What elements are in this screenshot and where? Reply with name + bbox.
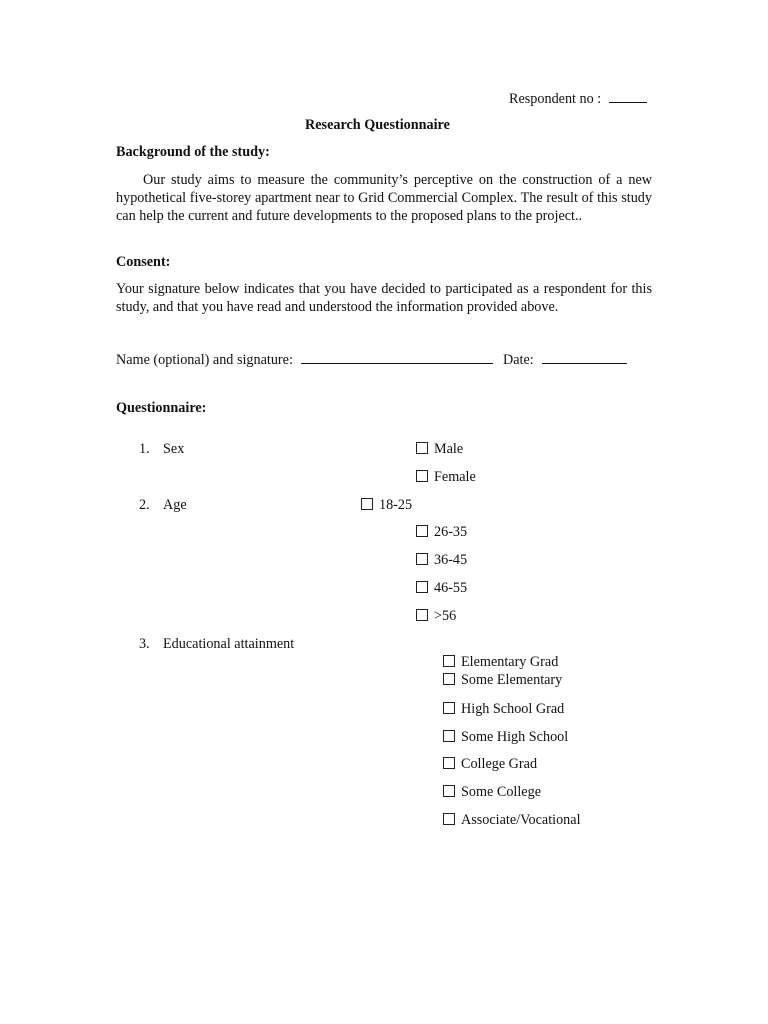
question-1-label: Sex [163, 441, 185, 457]
date-label: Date: [503, 352, 534, 368]
option-age-46-55[interactable]: 46-55 [416, 579, 467, 597]
questionnaire-heading: Questionnaire: [116, 400, 207, 416]
checkbox-icon[interactable] [443, 702, 455, 714]
respondent-number-field [509, 88, 647, 108]
checkbox-icon[interactable] [443, 673, 455, 685]
background-text: Our study aims to measure the community’s perceptive on the construction of a new hypothetical five-storey apartment near to Grid Commercial Complex. The result of this study can help the current and future developments to the proposed plans to the project.. [116, 172, 652, 225]
name-signature-label: Name (optional) and signature: [116, 352, 293, 368]
option-male[interactable]: Male [416, 440, 463, 458]
checkbox-icon[interactable] [416, 553, 428, 565]
name-signature-blank[interactable] [301, 349, 493, 364]
question-3-number: 3. [139, 636, 150, 652]
question-2-number: 2. [139, 497, 150, 513]
option-some-high-school[interactable]: Some High School [443, 728, 568, 746]
checkbox-icon[interactable] [416, 581, 428, 593]
checkbox-icon[interactable] [416, 470, 428, 482]
respondent-number-blank[interactable] [609, 88, 647, 103]
consent-heading: Consent: [116, 254, 171, 270]
option-associate-vocational[interactable]: Associate/Vocational [443, 811, 581, 829]
checkbox-icon[interactable] [416, 442, 428, 454]
option-age-36-45[interactable]: 36-45 [416, 551, 467, 569]
checkbox-icon[interactable] [416, 609, 428, 621]
question-3-label: Educational attainment [163, 636, 295, 652]
option-age-26-35[interactable]: 26-35 [416, 523, 467, 541]
checkbox-icon[interactable] [443, 757, 455, 769]
option-college-grad[interactable]: College Grad [443, 755, 537, 773]
checkbox-icon[interactable] [443, 785, 455, 797]
checkbox-icon[interactable] [443, 655, 455, 667]
checkbox-icon[interactable] [443, 813, 455, 825]
checkbox-icon[interactable] [443, 730, 455, 742]
option-some-elementary[interactable]: Some Elementary [443, 671, 562, 689]
checkbox-icon[interactable] [361, 498, 373, 510]
question-2-label: Age [163, 497, 187, 513]
date-blank[interactable] [542, 349, 627, 364]
page-title: Research Questionnaire [305, 117, 450, 133]
option-female[interactable]: Female [416, 468, 476, 486]
option-some-college[interactable]: Some College [443, 783, 541, 801]
consent-text: Your signature below indicates that you have decided to participated as a respondent for this study, and that you have read and understood the information provided above. [116, 281, 652, 316]
question-1-number: 1. [139, 441, 150, 457]
option-age-56-plus[interactable]: >56 [416, 607, 456, 625]
option-age-18-25[interactable]: 18-25 [361, 496, 412, 514]
respondent-number-label: Respondent no : [509, 91, 602, 107]
checkbox-icon[interactable] [416, 525, 428, 537]
option-high-school-grad[interactable]: High School Grad [443, 700, 564, 718]
signature-row [116, 349, 627, 369]
option-elementary-grad[interactable]: Elementary Grad [443, 653, 558, 671]
background-heading: Background of the study: [116, 144, 270, 160]
